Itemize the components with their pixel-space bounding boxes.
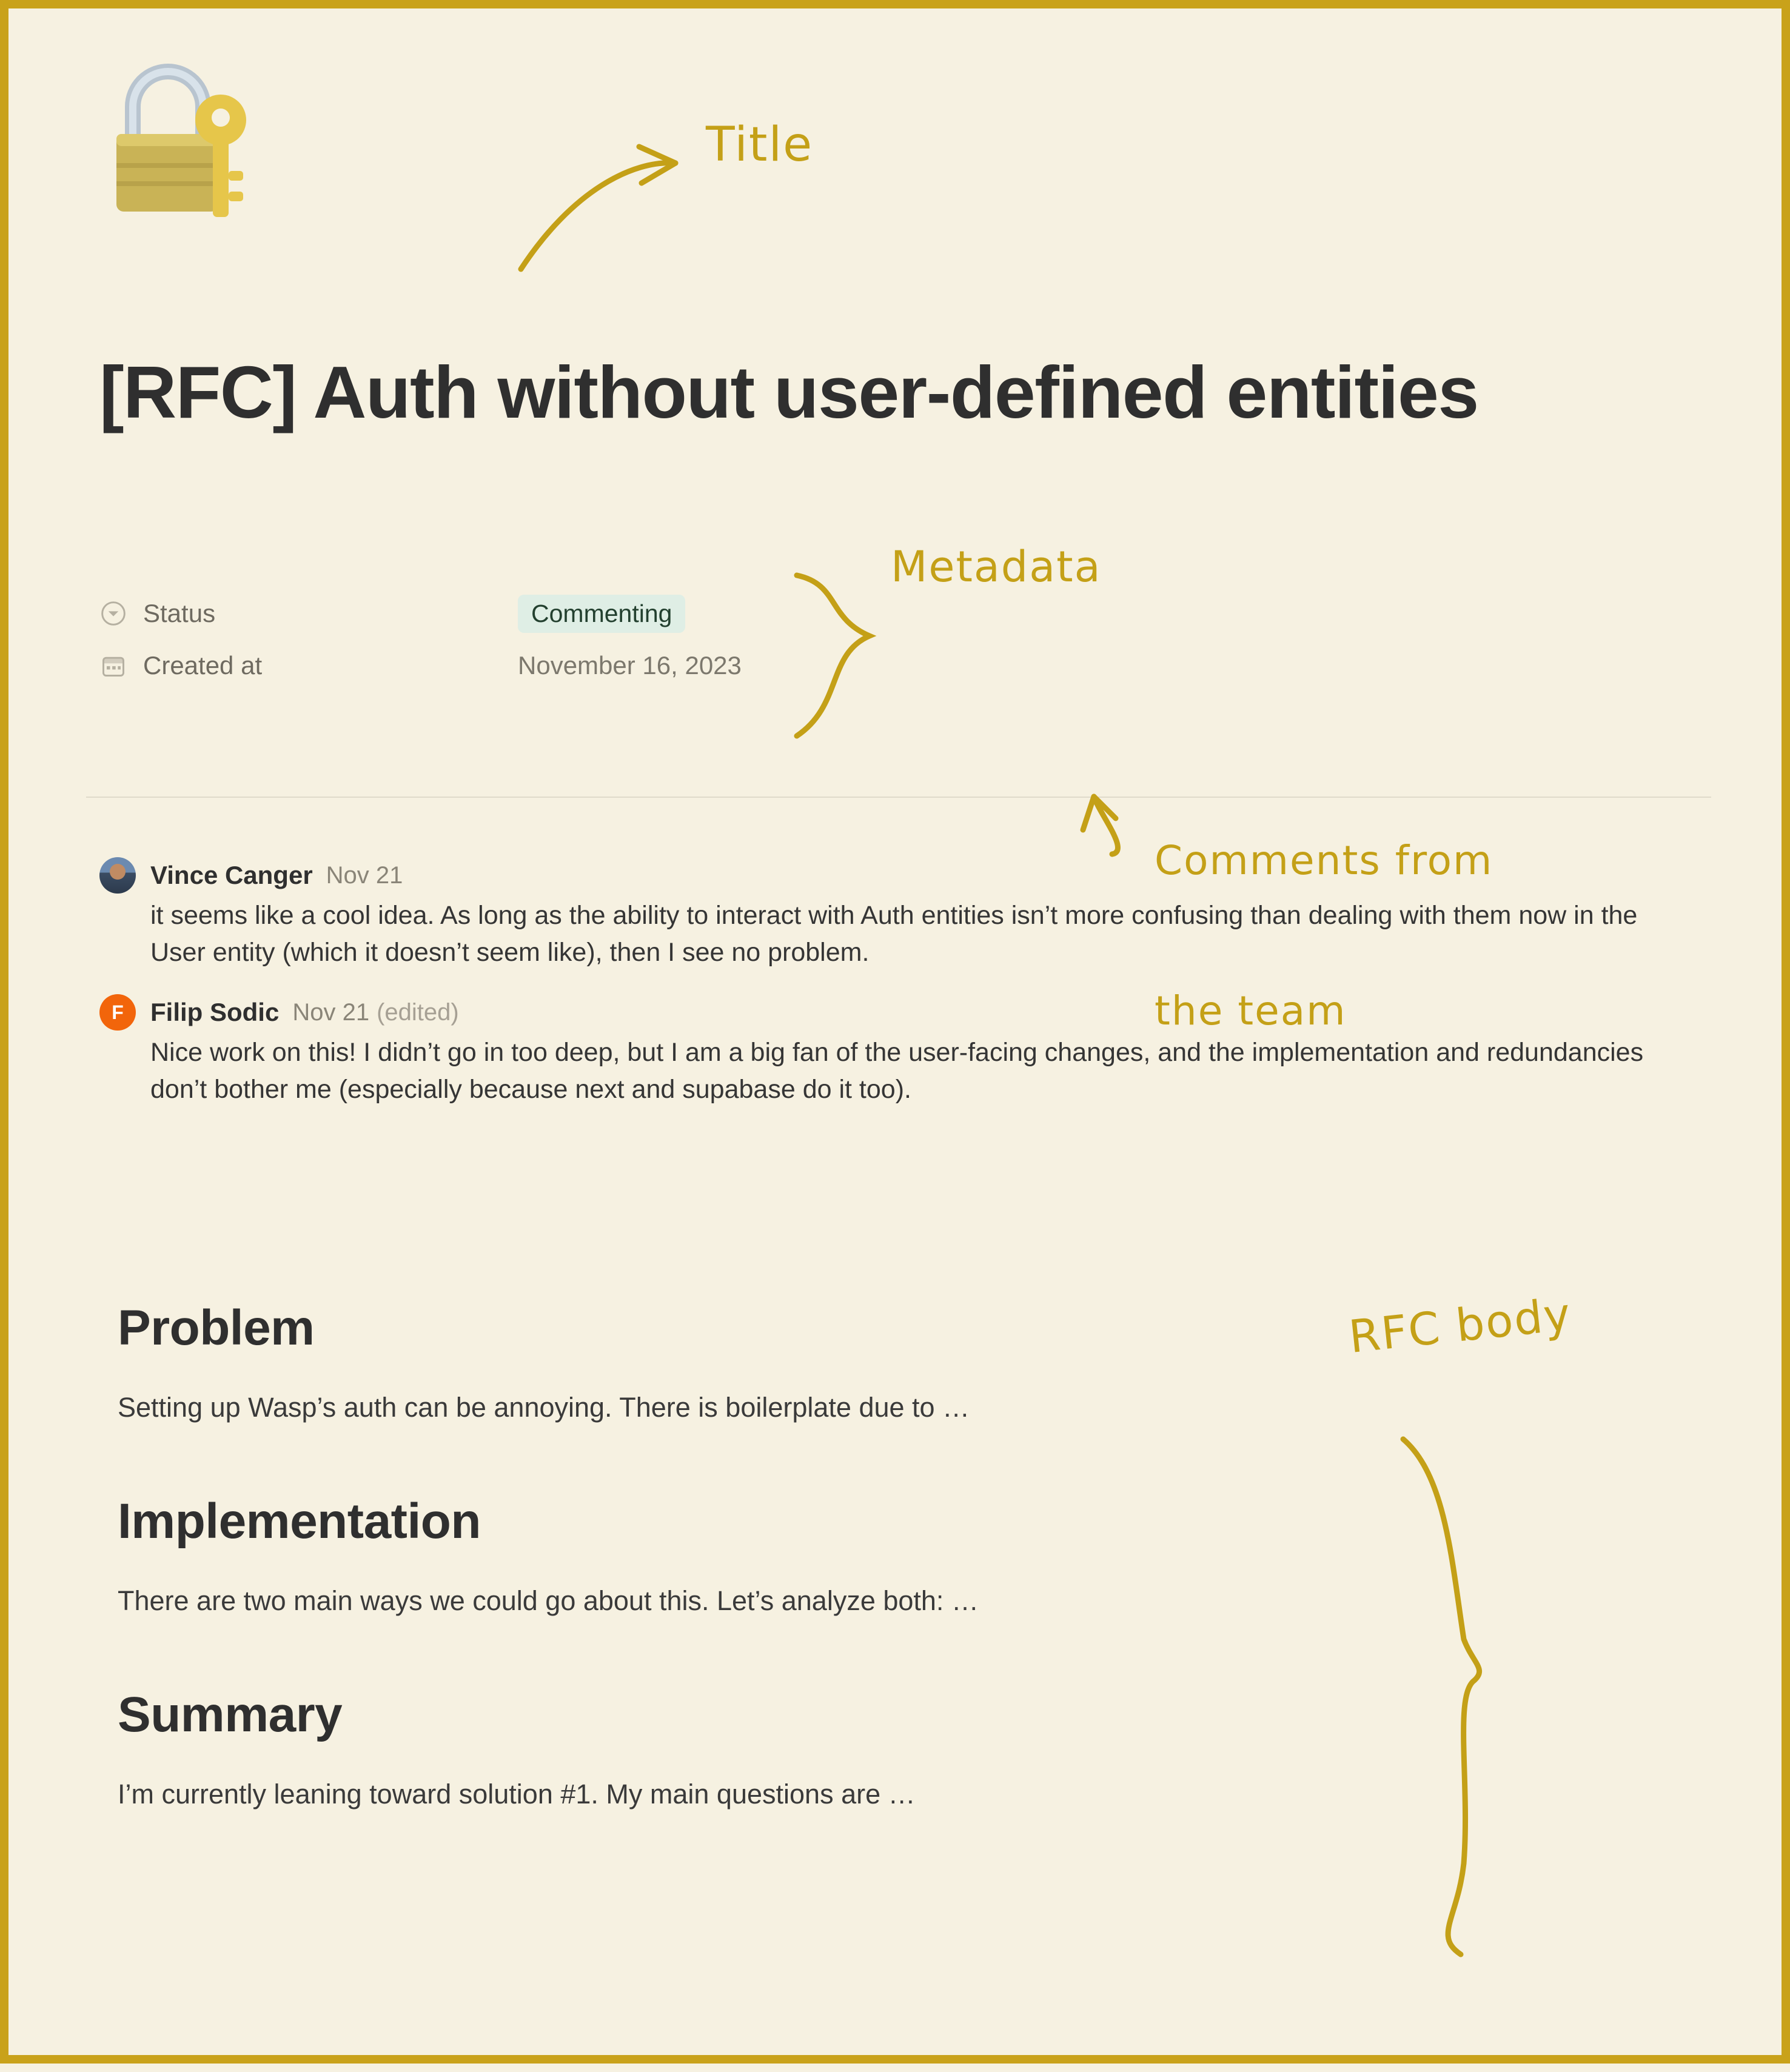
rfc-body: [118, 1300, 1634, 1879]
comment-body: Nice work on this! I didn’t go in too deep, but I am a big fan of the user-facing changes, and the implementation and redundancies don’t bother me (especially because next and supabase do it too).: [150, 1038, 1644, 1105]
metadata-label-status: [99, 599, 518, 628]
annotation-comments-line1: Comments from: [1155, 837, 1493, 884]
metadata-row-status[interactable]: [99, 587, 1070, 640]
annotation-metadata: Metadata: [891, 542, 1102, 592]
metadata-label-text-status: Status: [143, 599, 216, 627]
annotation-rfc-body: RFC body: [1346, 1288, 1574, 1364]
metadata-block: [99, 587, 1070, 692]
annotation-comments-line2: the team: [1155, 987, 1347, 1034]
metadata-label-text-created-at: Created at: [143, 651, 263, 680]
page-title: [RFC] Auth without user-defined entities: [99, 350, 1478, 433]
section-text-problem: Setting up Wasp’s auth can be annoying. There is boilerplate due to …: [118, 1392, 970, 1423]
metadata-label-created-at: [99, 651, 518, 680]
comment-author: Filip Sodic: [150, 998, 280, 1027]
calendar-icon: [99, 652, 127, 680]
comment-body: it seems like a cool idea. As long as the ability to interact with Auth entities isn’t more confusing than dealing with them now in the User entity (which it doesn’t seem like), then I see no problem.: [150, 901, 1638, 967]
avatar: F: [99, 994, 136, 1031]
section-text-summary: I’m currently leaning toward solution #1. My main questions are …: [118, 1778, 916, 1810]
status-badge[interactable]: Commenting: [518, 595, 685, 633]
metadata-row-created-at[interactable]: [99, 640, 1070, 692]
comment-author: Vince Canger: [150, 861, 313, 889]
status-icon: [99, 600, 127, 627]
document-page: [8, 8, 1782, 2055]
comment-edited-flag: (edited): [377, 998, 459, 1026]
annotation-comments: [1155, 736, 1493, 1136]
avatar: [99, 857, 136, 894]
section-heading-implementation: Implementation: [118, 1493, 481, 1549]
annotation-title: Title: [706, 118, 814, 172]
section-heading-summary: Summary: [118, 1686, 343, 1742]
lock-with-key-icon: [99, 52, 263, 228]
metadata-value-status: [518, 595, 685, 633]
section-heading-problem: Problem: [118, 1300, 315, 1355]
section-text-implementation: There are two main ways we could go about this. Let’s analyze both: …: [118, 1585, 979, 1616]
comment-date: Nov 21: [292, 998, 370, 1026]
comment-date: Nov 21: [326, 861, 403, 889]
metadata-value-created-at: November 16, 2023: [518, 651, 742, 680]
